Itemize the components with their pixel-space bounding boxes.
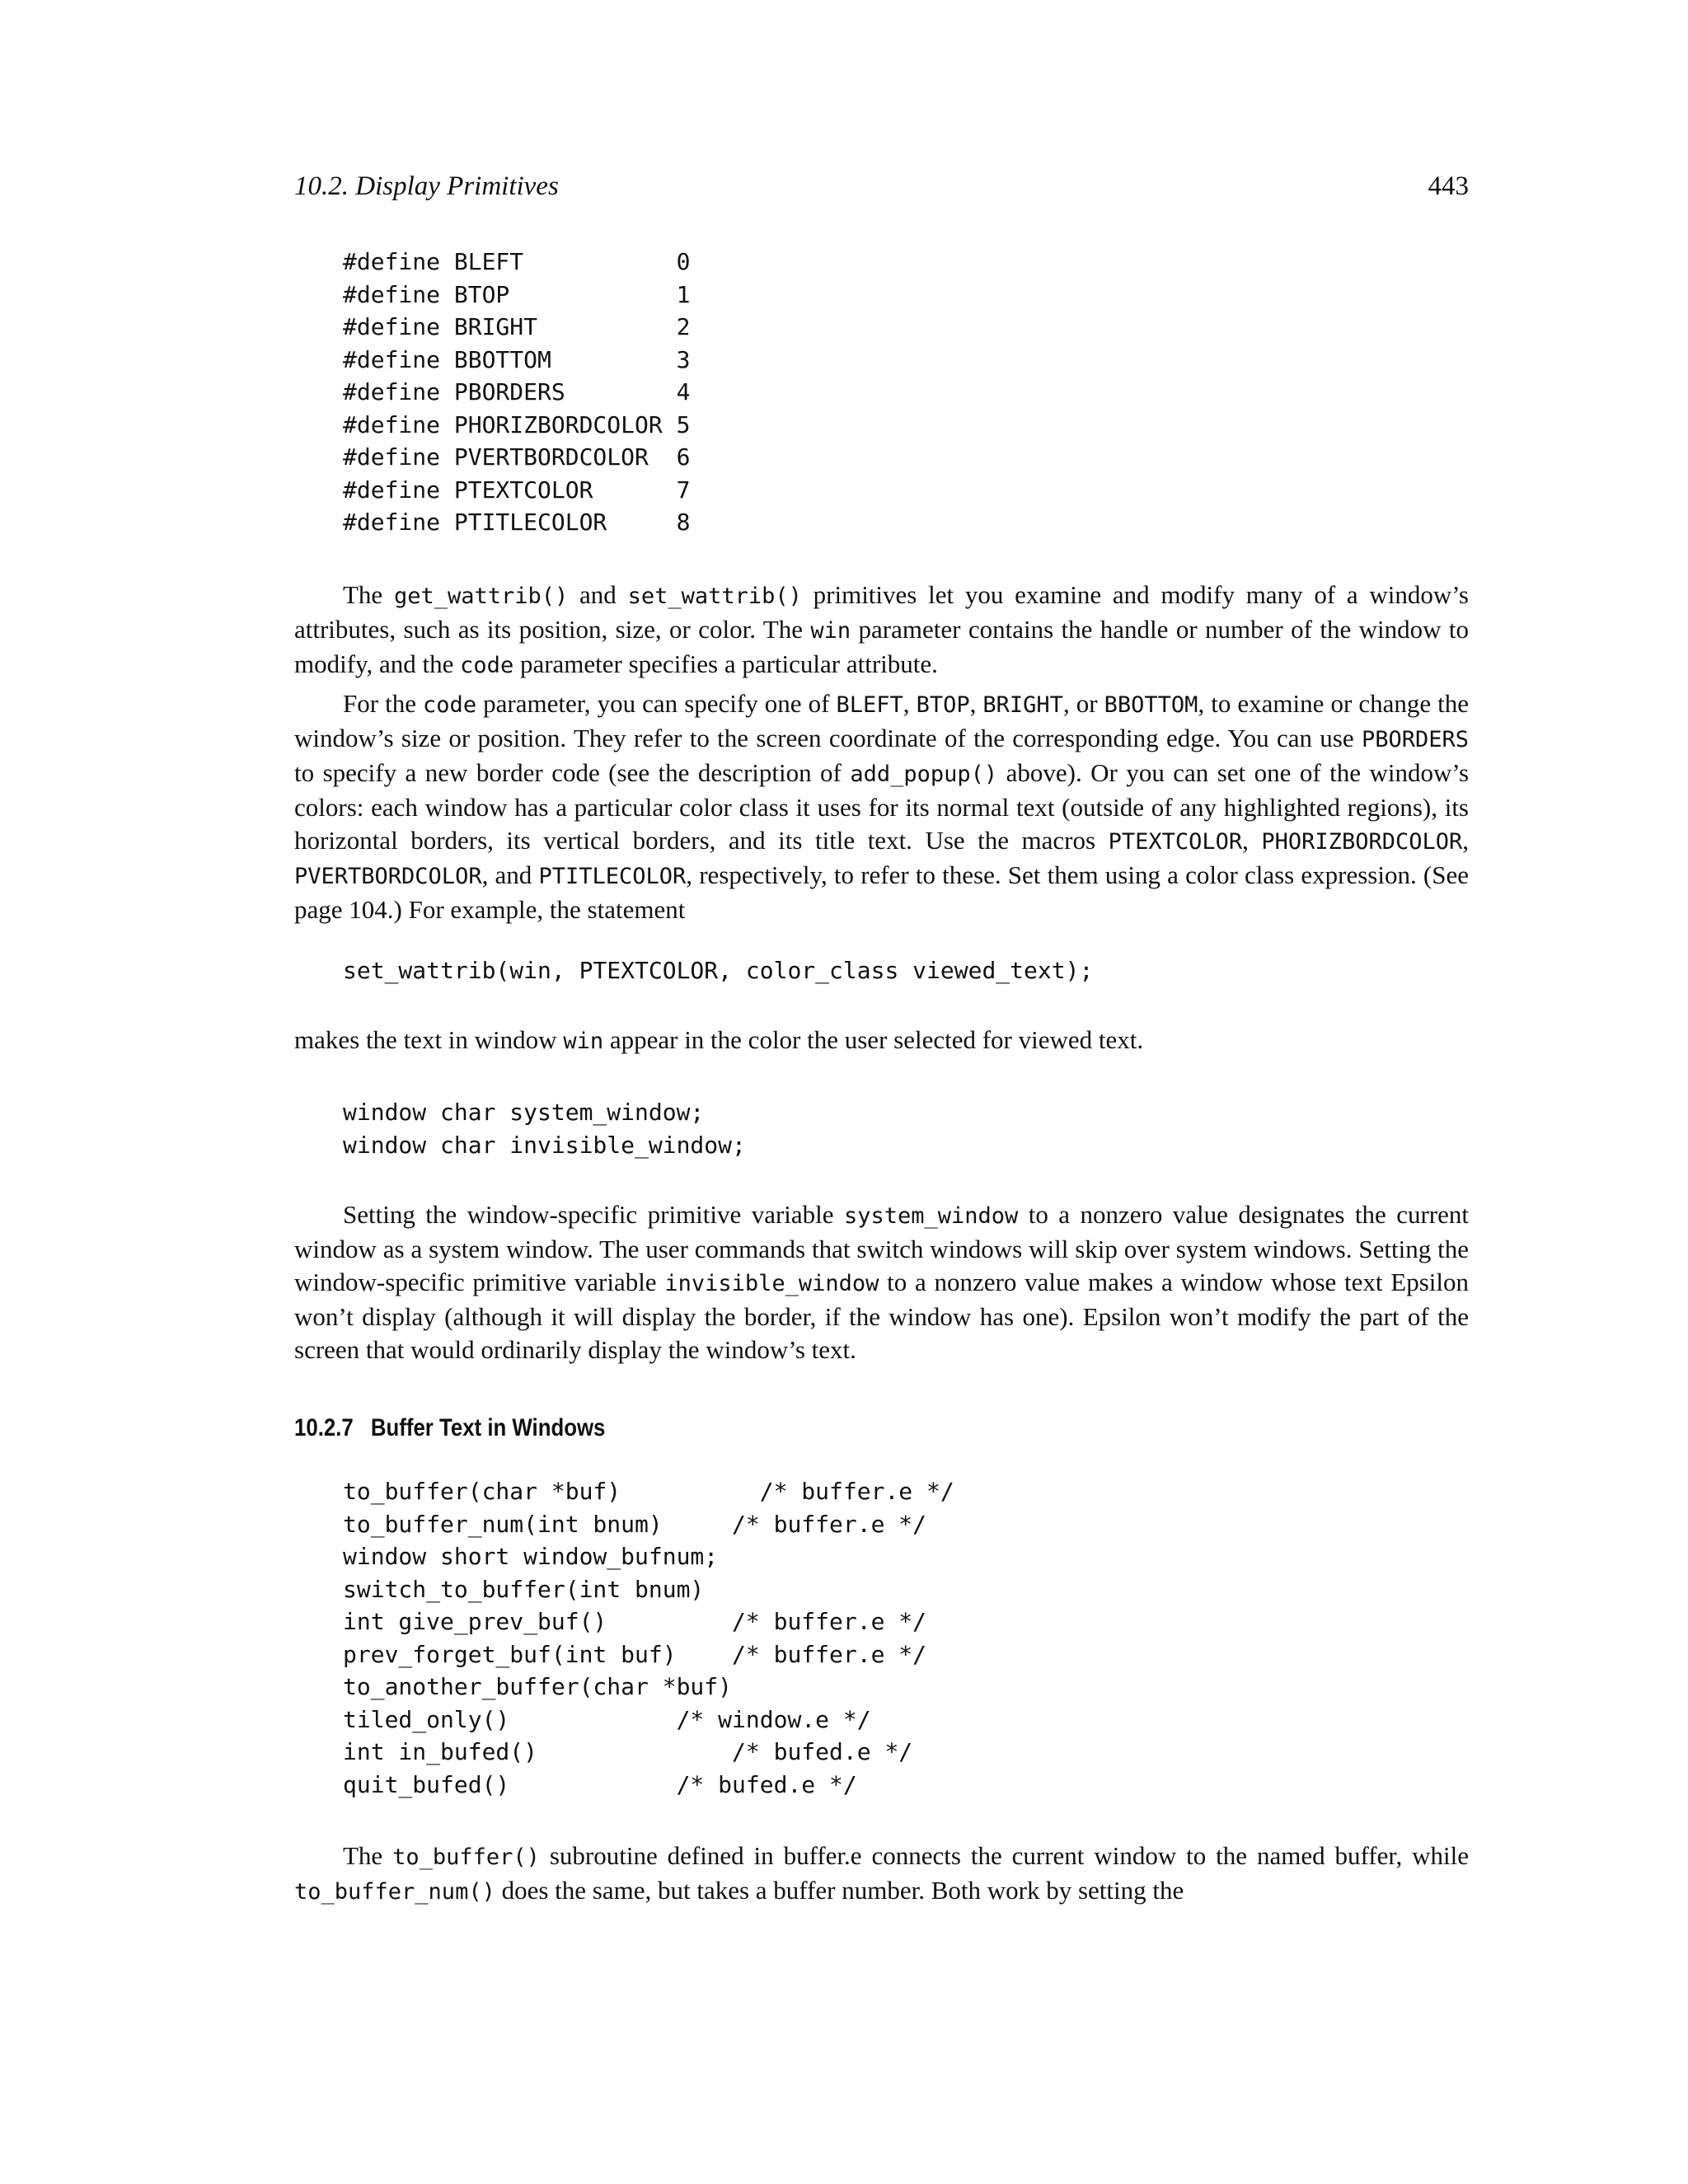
code-line: #define BBOTTOM 3 xyxy=(343,345,691,373)
code-line: window short window_bufnum; xyxy=(343,1543,719,1570)
paragraph-code-parameter: For the code parameter, you can specify one of BLEFT, BTOP, BRIGHT, or BBOTTOM, to examine or change the window’s size or position. They refer to the screen coordinate of the corresponding edge. You can use PBORDERS to specify a new border code (see the description of add_popup() above). Or you can set one of the window’s colors: each window has a particular color class it uses for its normal text (outside of any highlighted regions), its horizontal borders, its vertical borders, and its title text. Use the macros PTEXTCOLOR, PHORIZBORDCOLOR, PVERTBORDCOLOR, and PTITLECOLOR, respectively, to refer to these. Set them using a color class expression. (See page 104.) For example, the statement xyxy=(294,689,1470,924)
code-line: #define PHORIZBORDCOLOR 5 xyxy=(343,410,691,438)
code-line: set_wattrib(win, PTEXTCOLOR, color_class viewed_text); xyxy=(343,957,1094,984)
code-block-window-vars xyxy=(343,1096,746,1161)
code-line: #define PTITLECOLOR 8 xyxy=(343,509,691,536)
code-block-defines xyxy=(343,246,690,539)
paragraph-to-buffer: The to_buffer() subroutine defined in buffer.e connects the current window to the named buffer, while to_buffer_num() does the same, but takes a buffer number. Both work by setting the xyxy=(294,1841,1469,1905)
code-line: #define BRIGHT 2 xyxy=(343,313,691,340)
code-line: tiled_only() /* window.e */ xyxy=(343,1705,871,1733)
running-header xyxy=(294,170,1469,206)
document-page xyxy=(294,0,1469,2184)
subsection-title: Buffer Text in Windows xyxy=(370,1414,606,1441)
subsection-number: 10.2.7 xyxy=(294,1414,354,1441)
code-line: to_buffer_num(int bnum) /* buffer.e */ xyxy=(343,1510,927,1538)
code-block-buffer-functions xyxy=(343,1475,954,1801)
code-line: quit_bufed() /* bufed.e */ xyxy=(343,1770,857,1798)
code-line: #define PTEXTCOLOR 7 xyxy=(343,476,691,504)
code-line: int in_bufed() /* bufed.e */ xyxy=(343,1738,913,1765)
header-section-title: 10.2. Display Primitives xyxy=(294,171,559,201)
code-line: #define PVERTBORDCOLOR 6 xyxy=(343,443,691,471)
paragraph-viewed-text: makes the text in window win appear in the color the user selected for viewed text. xyxy=(294,1025,1144,1054)
code-line: #define PBORDERS 4 xyxy=(343,378,691,405)
code-line: switch_to_buffer(int bnum) xyxy=(343,1575,705,1603)
page-number: 443 xyxy=(1428,171,1469,201)
code-line: window char system_window; xyxy=(343,1099,705,1126)
code-line: #define BLEFT 0 xyxy=(343,248,691,275)
code-block-set-wattrib xyxy=(343,954,1093,987)
subsection-heading xyxy=(294,1412,605,1445)
paragraph-wattrib: The get_wattrib() and set_wattrib() primitives let you examine and modify many of a window’s attributes, such as its position, size, or color. The win parameter contains the handle or number of the window to modify, and the code parameter specifies a particular attribute. xyxy=(294,580,1469,678)
code-line: #define BTOP 1 xyxy=(343,280,691,308)
code-line: window char invisible_window; xyxy=(343,1131,746,1159)
paragraph-system-window: Setting the window-specific primitive variable system_window to a nonzero value designates the current window as a system window. The user commands that switch windows will skip over system windows. Setting the window-specific primitive variable invisible_window to a nonzero value makes a window whose text Epsilon won’t display (although it will display the border, if the window has one). Epsilon won’t modify the part of the screen that would ordinarily display the window’s text. xyxy=(294,1200,1470,1364)
code-line: to_another_buffer(char *buf) xyxy=(343,1673,733,1700)
code-line: int give_prev_buf() /* buffer.e */ xyxy=(343,1608,927,1635)
code-line: to_buffer(char *buf) /* buffer.e */ xyxy=(343,1478,954,1505)
code-line: prev_forget_buf(int buf) /* buffer.e */ xyxy=(343,1640,927,1668)
